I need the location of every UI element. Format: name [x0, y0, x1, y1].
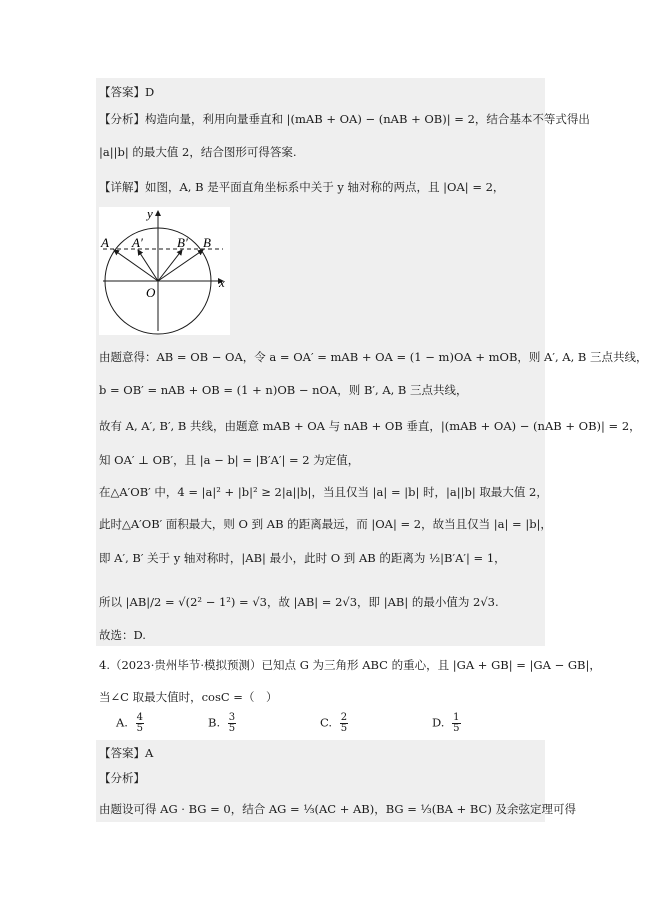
- derivation-line-6: 此时△A′OB′ 面积最大，则 O 到 AB 的距离最远，而 |OA| = 2，故当且仅当 |a| = |b|，: [99, 517, 552, 531]
- derivation-line-7: 即 A′, B′ 关于 y 轴对称时，|AB| 最小，此时 O 到 AB 的距离为 ½|B′A′| = 1，: [99, 551, 506, 565]
- derivation-line-3: 故有 A, A′, B′, B 共线，由题意 mAB + OA 与 nAB + OB 垂直，|(mAB + OA) − (nAB + OB)| = 2，: [99, 419, 641, 433]
- detail-line: 【详解】如图，A, B 是平面直角坐标系中关于 y 轴对称的两点，且 |OA| = 2，: [99, 180, 505, 194]
- question-line-1: 4.（2023·贵州毕节·模拟预测）已知点 G 为三角形 ABC 的重心，且 |GA + GB| = |GA − GB|，: [99, 658, 601, 672]
- option-a-letter: A.: [116, 715, 128, 730]
- option-b-fraction: $\frac{3}{5}$: [228, 712, 236, 734]
- answer-line: 【答案】D: [99, 85, 155, 99]
- answer-line-2: 【答案】A: [99, 746, 154, 760]
- vector-OB: [158, 250, 203, 281]
- label-A1: A′: [132, 235, 143, 250]
- analysis-line-1: 【分析】构造向量，利用向量垂直和 |(mAB + OA) − (nAB + OB)| = 2，结合基本不等式得出: [99, 112, 590, 126]
- option-b-letter: B.: [208, 715, 221, 730]
- option-c: [320, 713, 348, 734]
- analysis-heading-2: 【分析】: [99, 771, 145, 785]
- coordinate-figure: [99, 207, 230, 335]
- option-a-fraction: $\frac{4}{5}$: [136, 712, 143, 734]
- label-B: B: [203, 235, 211, 250]
- analysis-line-q4: 由题设可得 AG · BG = 0，结合 AG = ⅓(AC + AB)，BG = ⅓(BA + BC) 及余弦定理可得: [99, 802, 576, 816]
- label-x: x: [219, 275, 225, 290]
- label-A: A: [101, 235, 109, 250]
- derivation-line-8: 所以 |AB|/2 = √(2² − 1²) = √3，故 |AB| = 2√3，即 |AB| 的最小值为 2√3.: [99, 595, 499, 609]
- choice-line: 故选：D.: [99, 628, 146, 642]
- option-d-letter: D.: [432, 715, 445, 730]
- derivation-line-1: 由题意得：AB = OB − OA，令 a = OA′ = mAB + OA = (1 − m)OA + mOB，则 A′, A, B 三点共线，: [99, 350, 648, 364]
- derivation-line-2: b = OB′ = nAB + OB = (1 + n)OB − nOA，则 B′, A, B 三点共线，: [99, 383, 468, 397]
- option-c-fraction: $\frac{2}{5}$: [340, 712, 348, 734]
- option-c-letter: C.: [320, 715, 333, 730]
- option-a: [116, 713, 144, 734]
- label-O: O: [146, 285, 156, 300]
- vector-OA: [114, 250, 158, 281]
- option-d-fraction: $\frac{1}{5}$: [453, 712, 460, 734]
- question-line-2: 当∠C 取最大值时，cosC =（ ）: [99, 690, 278, 704]
- derivation-line-4: 知 OA′ ⊥ OB′，且 |a − b| = |B′A′| = 2 为定值，: [99, 453, 360, 467]
- label-B1: B′: [177, 235, 188, 250]
- option-b: [208, 713, 236, 734]
- vector-OA1: [138, 250, 158, 281]
- label-y: y: [147, 206, 153, 221]
- vector-OB1: [158, 250, 182, 281]
- circle-diagram: [99, 207, 230, 335]
- option-d: [432, 713, 461, 734]
- derivation-line-5: 在△A′OB′ 中，4 = |a|² + |b|² ≥ 2|a||b|，当且仅当 |a| = |b| 时，|a||b| 取最大值 2，: [99, 485, 548, 499]
- analysis-line-2: |a||b| 的最大值 2，结合图形可得答案.: [99, 145, 297, 159]
